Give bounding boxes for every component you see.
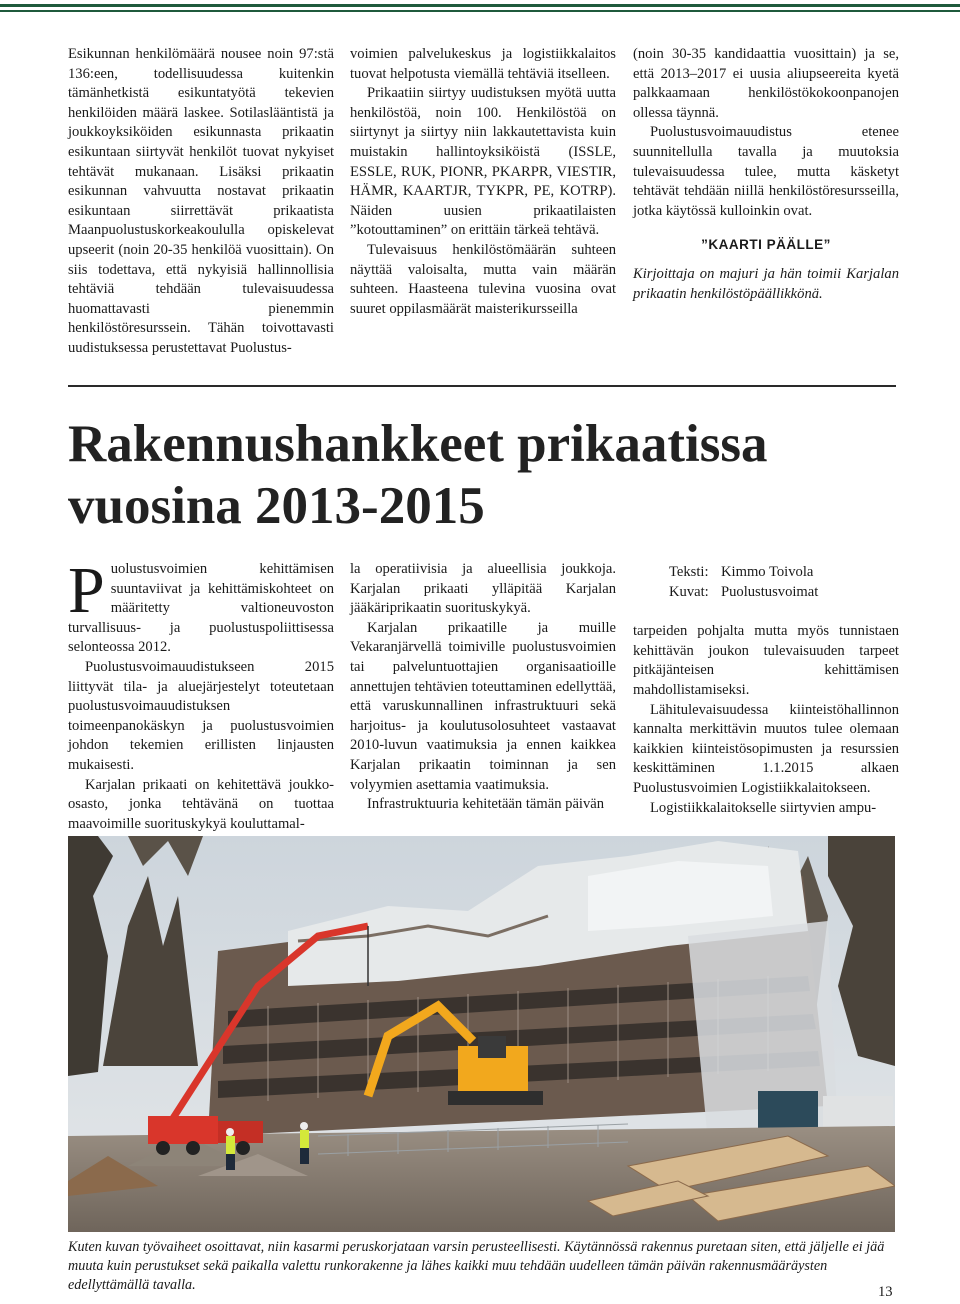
signoff-heading: ”KAARTI PÄÄLLE”: [701, 237, 831, 253]
paragraph: Karjalan prikaati on kehitettävä joukko-osasto, jonka tehtävänä on tuottaa maavoimille suorituskykyä kouluttamal-: [68, 776, 334, 832]
lead-text: uolustusvoimien kehittämisen suuntaviivat ja kehittämiskohteet on määritetty valtioneuvoston turvallisuus- ja puolustuspoliittisessa selonteossa 2012.: [68, 561, 334, 656]
paragraph: Puolustusvoimauudistukseen 2015 liittyvät tila- ja aluejärjestelyt toteutetaan puolustusvoimauudistuksen toimeenpanokäskyn ja puolustusvoimien johdon tekemien erillisten linjausten mukaisesti.: [68, 658, 334, 773]
paragraph: Logistiikkalaitokselle siirtyvien ampu-: [650, 799, 877, 816]
paragraph: Infrastruktuuria kehitetään tämän päivän: [367, 796, 605, 813]
article-title-line-2: vuosina 2013-2015: [68, 477, 485, 535]
article-title: [68, 413, 908, 537]
byline-photo-label: Kuvat:: [669, 583, 709, 600]
paragraph: Karjalan prikaatille ja muille Vekaranjärvellä toimiville puolustusvoimien tai palveluntuottajien organisaatioille annettujen tehtävien toteuttaminen edellyttää, että varuskunnallinen infrastruktuuri sekä harjoitus- ja koulutusolosuhteet vastaavat 2010-luvun vaatimuksia ja ennen kaikkea Karjalan prikaatin toiminnan ja sen volyymien asettamia vaatimuksia.: [350, 619, 616, 793]
prev-article-column-2: [350, 45, 616, 319]
article-title-line-1: Rakennushankkeet prikaatissa: [68, 415, 768, 473]
article-column-3: [633, 560, 899, 818]
author-note: Kirjoittaja on majuri ja hän toimii Karjalan prikaatin henkilöstöpäällikkönä.: [633, 265, 899, 302]
drop-cap: P: [68, 554, 105, 627]
byline-text-label: Teksti:: [669, 564, 709, 580]
prev-article-column-3: [633, 45, 899, 304]
byline: [633, 563, 899, 602]
byline-text: [669, 563, 899, 583]
lead-paragraph: [68, 554, 334, 658]
paragraph: Puolustusvoimauudistus etenee suunnitellulla tavalla ja muutoksia tulevaisuudessa tulee, mutta käsketyt tehtävät tehdään niillä henkilöstöresursseilla, jotka käytössä kulloinkin ovat.: [633, 124, 899, 219]
paragraph: Lähitulevaisuudessa kiinteistöhallinnon kannalta merkittävin muutos tulee olemaan kaikkien kiinteistösopimusten ja resurssien keskittäminen 1.1.2015 alkaen Puolustusvoimien Logistiikkalaitokseen.: [633, 701, 899, 796]
section-divider: [68, 385, 896, 387]
byline-photo-value: Puolustusvoimat: [721, 583, 819, 600]
paragraph: (noin 30-35 kandidaattia vuosittain) ja se, että 2013–2017 ei uusia aliupseereita kyetä palkkaamaan henkilöstökokoonpanojen ollessa täynnä.: [633, 46, 899, 121]
paragraph: Prikaatiin siirtyy uudistuksen myötä uutta henkilöstöä, noin 100. Henkilöstöä on siirtynyt ja siirtyy niin lakkautettavista kuin muistakin hallintoyksiköistä (ISSLE, ESSLE, RUK, PIONR, PKARPR, VIESTIR, HÄMR, KAARTJR, TYKPR, PE, KOTRP). Näiden uusien prikaatilaisten ”kotouttaminen” on erittäin tärkeä tehtävä.: [350, 85, 616, 239]
paragraph: voimien palvelukeskus ja logistiikkalaitos tuovat helpotusta viemällä tehtäviä itselleen.: [350, 46, 616, 82]
paragraph: Esikunnan henkilömäärä nousee noin 97:stä 136:een, todellisuudessa kuitenkin tämänhetkistä esikuntatyötä tekevien henkilöiden määrä laskee. Sotilaslääntistä ja joukkoyksiköiden esikunnasta prikaatin esikuntaan siirtyvät henkilöt tuovat nykyiset tehtävät mukanaan. Lisäksi prikaatin esikunnan vahvuutta nostavat prikaatin esikuntaan siirrettävät prikaatista Maanpuolustuskorkeakoululla opiskelevat upseerit (noin 20-35 henkilöä vuosittain). On siis todettava, että nykyisiä hallinnollisia tehtäviä tehdään tulevaisuudessa huomattavasti pienemmin henkilöstöresurssein. Tähän toivottavasti uudistuksessa perustettavat Puolustus-: [68, 46, 334, 356]
construction-photo: [68, 836, 895, 1232]
photo-caption: Kuten kuvan työvaiheet osoittavat, niin kasarmi peruskorjataan varsin perusteellisesti. Käytännössä rakennus puretaan siten, että jäljelle ei jää muuta kuin perustukset sekä paikalla valettu runkorakenne ja lähes kaikki muu tehdään uudelleen tämän päivän rakennusmääräysten edellyttämällä tavalla.: [68, 1239, 885, 1294]
paragraph: tarpeiden pohjalta mutta myös tunnistaen kehittävän joukon tulevaisuuden tarpeet pitkäjänteisen kehittämisen mahdollistamiseksi.: [633, 623, 899, 698]
header-rule-thin: [0, 10, 960, 12]
byline-text-value: Kimmo Toivola: [721, 564, 814, 580]
page-number: 13: [878, 1284, 893, 1300]
article-column-1: [68, 554, 334, 834]
prev-article-column-1: [68, 45, 334, 359]
paragraph: la operatiivisia ja alueellisia joukkoja. Karjalan prikaati ylläpitää Karjalan jääkäriprikaatin suorituskykyä.: [350, 561, 616, 617]
construction-scene-image: [68, 836, 895, 1232]
byline-photo: [669, 583, 899, 603]
header-rule-thick: [0, 4, 960, 7]
paragraph: Tulevaisuus henkilöstömäärän suhteen näyttää valoisalta, mutta vain määrän suhteen. Haasteena tulevina vuosina ovat suuret oppilasmäärät maisterikursseilla: [350, 241, 616, 317]
article-column-2: [350, 560, 616, 815]
